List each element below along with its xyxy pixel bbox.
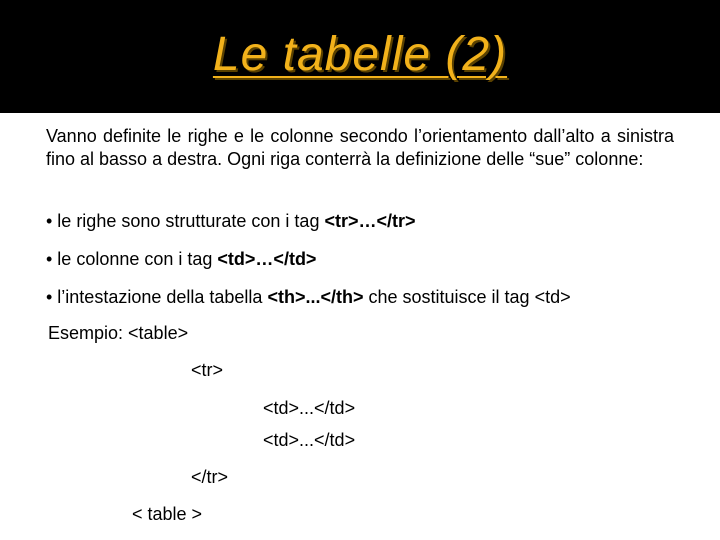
intro-paragraph: Vanno definite le righe e le colonne secondo l’orientamento dall’alto a sinistra fino al basso a destra. Ogni riga conterrà la definizione delle “sue” colonne: bbox=[46, 126, 674, 169]
bullet-columns-text: • le colonne con i tag bbox=[46, 249, 218, 269]
example-row-open: <tr> bbox=[191, 360, 224, 380]
bullet-header-suffix: che sostituisce il tag <td> bbox=[363, 287, 571, 307]
example-cell-2: <td>...</td> bbox=[263, 430, 356, 450]
example-label: Esempio: <table> bbox=[48, 323, 189, 343]
bullet-columns bbox=[46, 248, 316, 271]
bullet-rows bbox=[46, 210, 416, 233]
bullet-header bbox=[46, 286, 571, 309]
bullet-columns-tag: <td>…</td> bbox=[217, 249, 317, 269]
slide-title: Le tabelle (2) bbox=[212, 28, 508, 81]
bullet-rows-text: • le righe sono strutturate con i tag bbox=[46, 211, 325, 231]
example-table-close: < table > bbox=[132, 504, 203, 524]
bullet-rows-tag: <tr>…</tr> bbox=[324, 211, 416, 231]
example-cell-1: <td>...</td> bbox=[263, 398, 356, 418]
bullet-header-tag: <th>...</th> bbox=[267, 287, 364, 307]
bullet-header-text: • l’intestazione della tabella bbox=[46, 287, 268, 307]
example-row-close: </tr> bbox=[191, 467, 229, 487]
